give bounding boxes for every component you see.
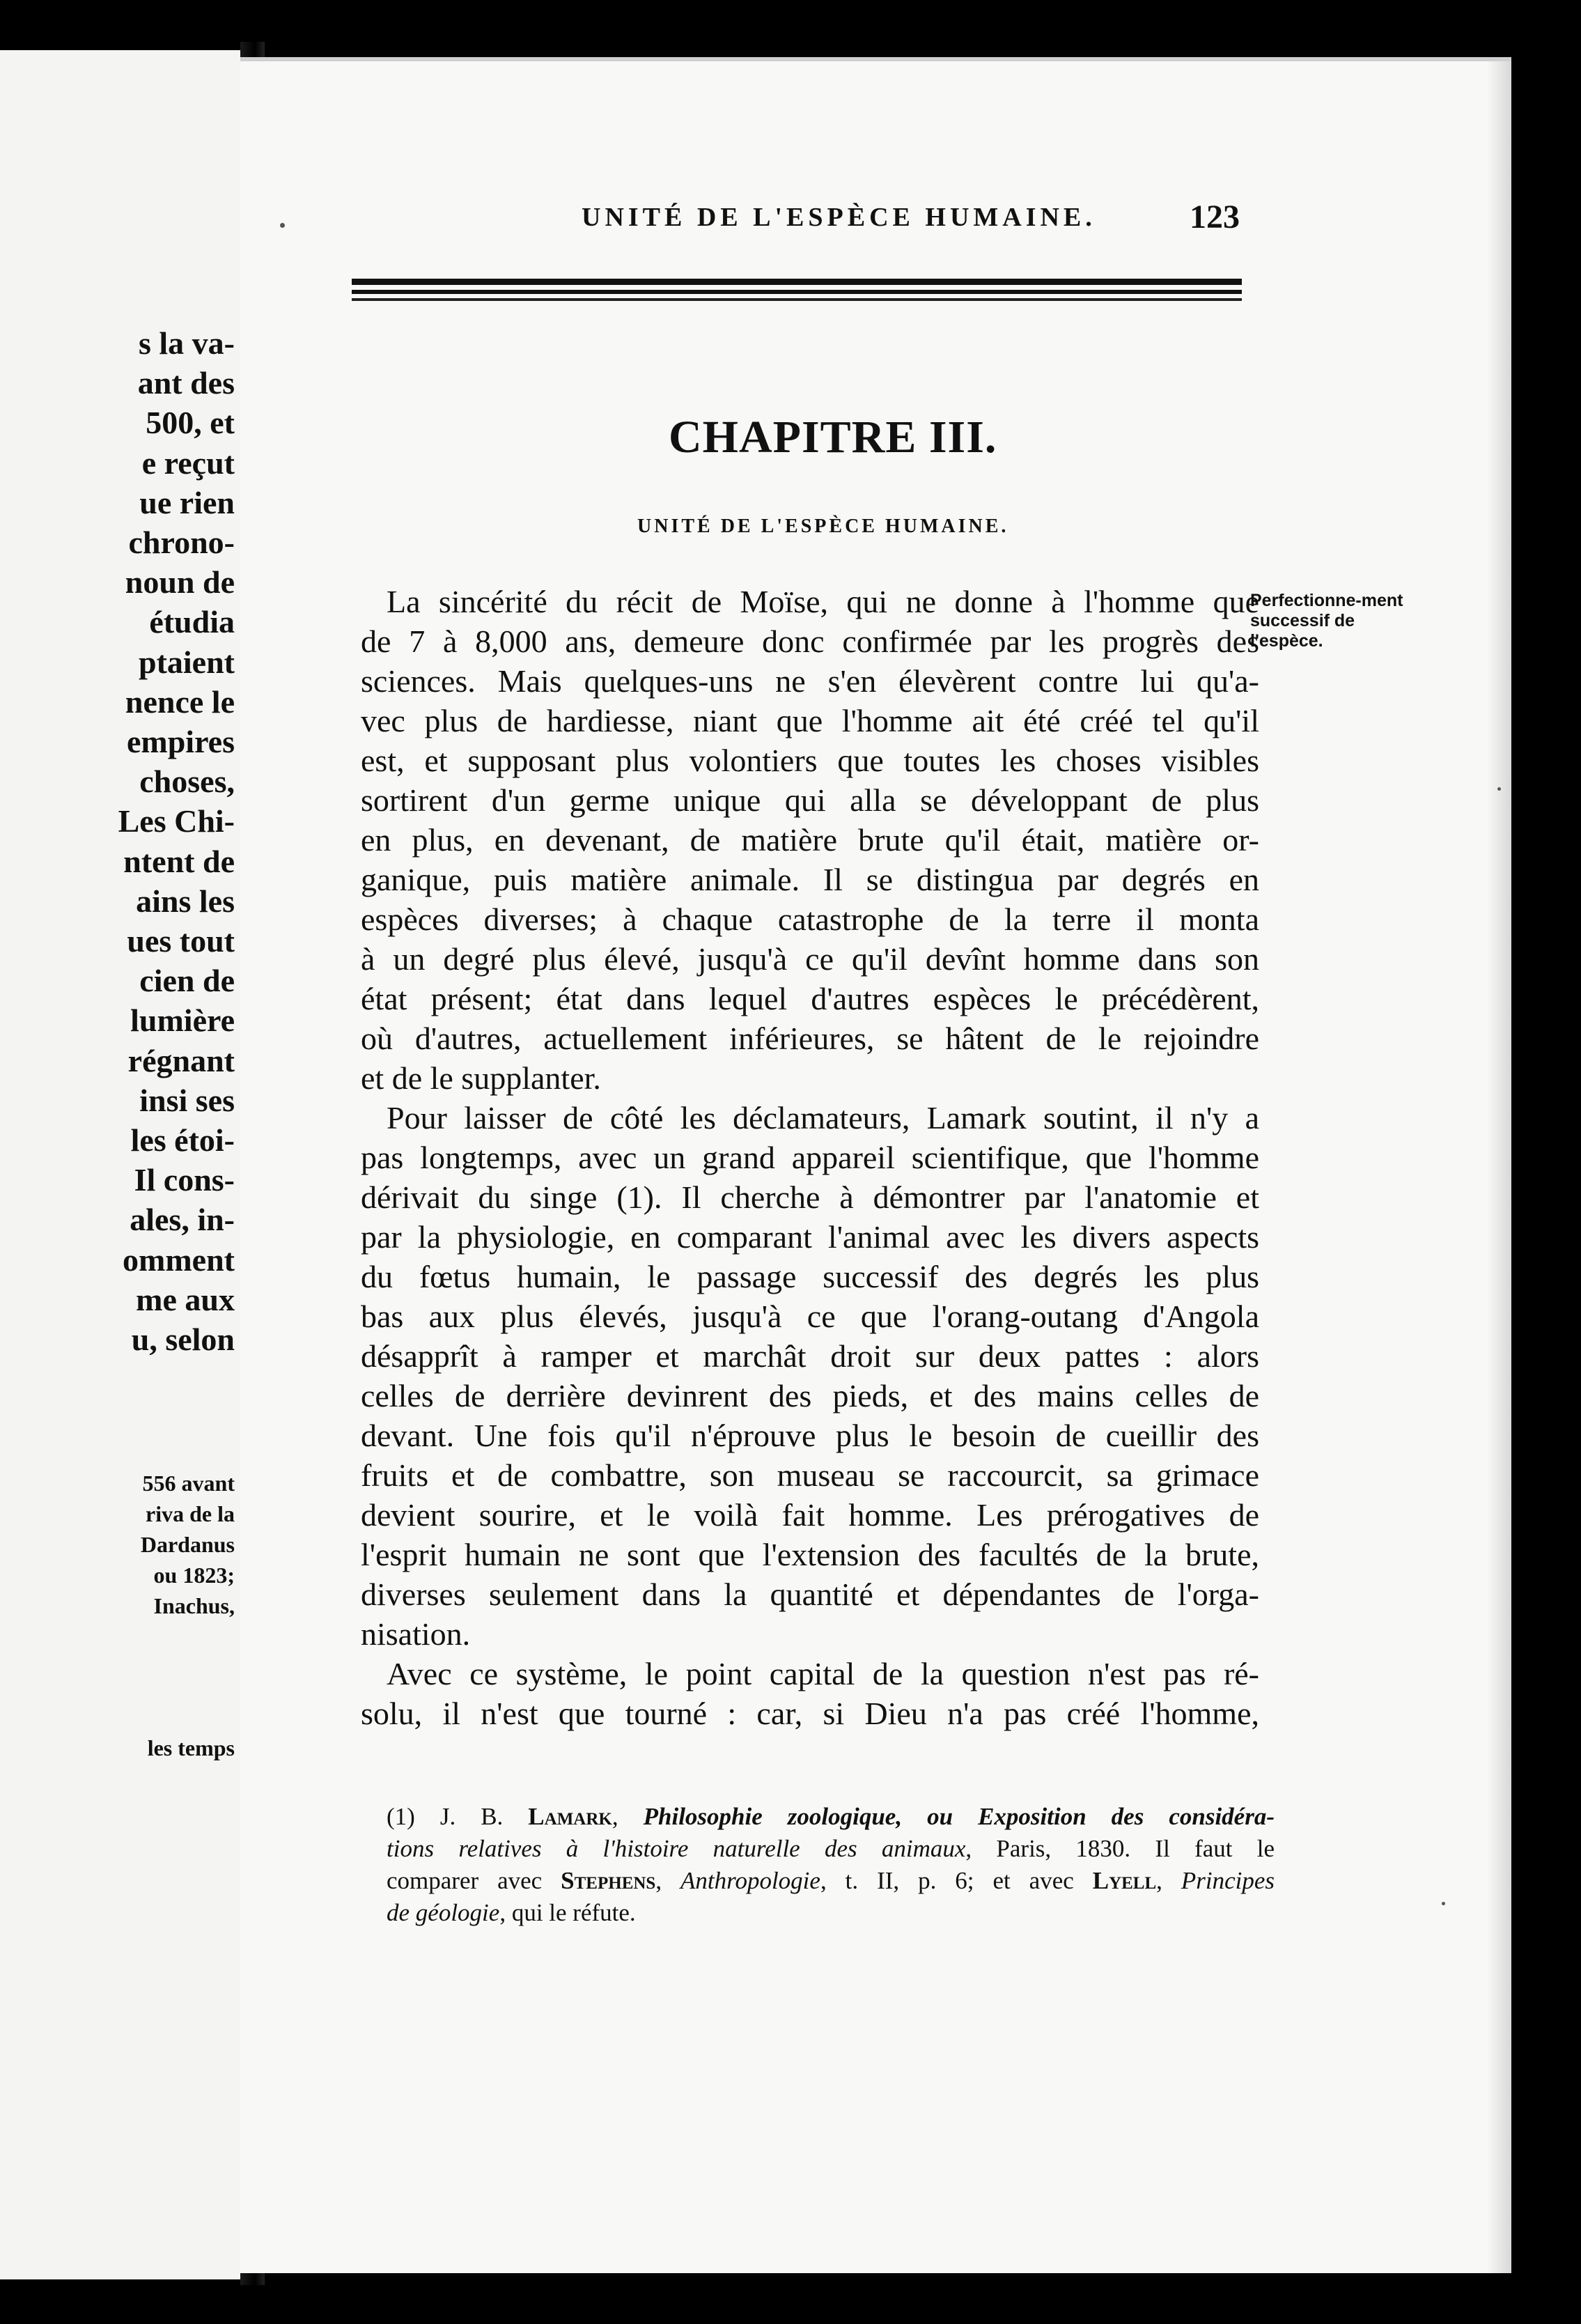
- previous-page-line: les étoi-: [130, 1122, 235, 1158]
- margin-note: Perfectionne-ment successif de l'espèce.: [1250, 591, 1403, 651]
- text-line: sciences. Mais quelques-uns ne s'en élevèrent contre lui qu'a-: [361, 663, 1259, 699]
- previous-page-line: me aux: [136, 1281, 235, 1317]
- previous-page-line: ntent de: [123, 843, 235, 879]
- text-line: celles de derrière devinrent des pieds, et des mains celles de: [361, 1378, 1259, 1413]
- page-number: 123: [1190, 199, 1240, 235]
- previous-page-line: lumière: [130, 1002, 235, 1039]
- previous-page-fragment: [0, 50, 240, 2279]
- text-line: pas longtemps, avec un grand appareil scientifique, que l'homme: [361, 1140, 1259, 1175]
- text-line: de 7 à 8,000 ans, demeure donc confirmée par les progrès des: [361, 623, 1259, 659]
- text-line: diverses seulement dans la quantité et dépendantes de l'orga-: [361, 1577, 1259, 1612]
- previous-page-line: noun de: [125, 564, 235, 601]
- previous-page-line: Il cons-: [134, 1162, 235, 1198]
- text-line: fruits et de combattre, son museau se raccourcit, sa grimace: [361, 1457, 1259, 1493]
- text-line: Avec ce système, le point capital de la question n'est pas ré-: [387, 1656, 1259, 1691]
- text-line: devant. Une fois qu'il n'éprouve plus le besoin de cueillir des: [361, 1418, 1259, 1453]
- text-line: à un degré plus élevé, jusqu'à ce qu'il devînt homme dans son: [361, 941, 1259, 977]
- previous-page-line: ales, in-: [130, 1202, 235, 1238]
- previous-page-line: insi ses: [139, 1082, 235, 1118]
- scan-speck: [280, 223, 285, 228]
- previous-page-line: e reçut: [141, 444, 235, 481]
- text-line: espèces diverses; à chaque catastrophe de la terre il monta: [361, 901, 1259, 937]
- previous-page-line: ant des: [137, 365, 235, 401]
- previous-page-note-line: Dardanus: [140, 1532, 235, 1557]
- footnote-line: de géologie, qui le réfute.: [387, 1899, 636, 1926]
- previous-page-line: 500, et: [146, 405, 235, 441]
- previous-page-line: étudia: [149, 604, 235, 640]
- previous-page-line: chrono-: [128, 525, 235, 560]
- footnote-line: comparer avec Stephens, Anthropologie, t. II, p. 6; et avec Lyell, Principes: [387, 1867, 1275, 1894]
- text-line: état présent; état dans lequel d'autres espèces le précédèrent,: [361, 981, 1259, 1016]
- previous-page-line: empires: [126, 724, 235, 759]
- previous-page-line: ues tout: [127, 923, 235, 959]
- text-line: solu, il n'est que tourné : car, si Dieu n'a pas créé l'homme,: [361, 1696, 1259, 1731]
- text-line: désapprît à ramper et marchât droit sur deux pattes : alors: [361, 1338, 1259, 1374]
- previous-page-line: choses,: [139, 764, 235, 800]
- text-line: ganique, puis matière animale. Il se distingua par degrés en: [361, 862, 1259, 897]
- previous-page-line: omment: [123, 1241, 235, 1278]
- chapter-subtitle: UNITÉ DE L'ESPÈCE HUMAINE.: [637, 516, 1009, 537]
- footnote: [387, 1801, 1275, 1929]
- previous-page-line: ains les: [136, 883, 235, 919]
- text-line: Pour laisser de côté les déclamateurs, Lamark soutint, il n'y a: [387, 1100, 1259, 1136]
- text-line: nisation.: [361, 1616, 471, 1652]
- text-line: est, et supposant plus volontiers que toutes les choses visibles: [361, 743, 1259, 778]
- previous-page-note-line: riva de la: [146, 1501, 235, 1526]
- previous-page-line: ptaient: [139, 644, 235, 680]
- previous-page-note-line: 556 avant: [142, 1471, 235, 1496]
- header-rule-thin: [352, 290, 1242, 294]
- previous-page-line: cien de: [139, 963, 235, 999]
- running-head: [345, 199, 1240, 244]
- page-edge-shadow: [1487, 61, 1511, 2273]
- scan-speck: [1442, 1902, 1445, 1905]
- previous-page-note-line: ou 1823;: [153, 1563, 235, 1588]
- text-line: par la physiologie, en comparant l'animal avec les divers aspects: [361, 1219, 1259, 1255]
- text-line: devient sourire, et le voilà fait homme. Les prérogatives de: [361, 1497, 1259, 1533]
- body-text: [361, 582, 1259, 1733]
- text-line: bas aux plus élevés, jusqu'à ce que l'orang-outang d'Angola: [361, 1299, 1259, 1334]
- header-rule: [352, 279, 1242, 285]
- footnote-line: tions relatives à l'histoire naturelle des animaux, Paris, 1830. Il faut le: [387, 1835, 1275, 1862]
- previous-page-line: s la va-: [139, 325, 235, 361]
- previous-page-line: ue rien: [139, 484, 235, 520]
- footnote-line: (1) J. B. Lamark, Philosophie zoologique, ou Exposition des considéra-: [387, 1803, 1275, 1830]
- text-line: du fœtus humain, le passage successif des degrés les plus: [361, 1259, 1259, 1294]
- footnote-title: Philosophie zoologique, ou Exposition des considéra-: [643, 1803, 1275, 1830]
- text-line: où d'autres, actuellement inférieures, se hâtent de le rejoindre: [361, 1021, 1259, 1056]
- previous-page-line: Les Chi-: [118, 803, 235, 839]
- text-line: dérivait du singe (1). Il cherche à démontrer par l'anatomie et: [361, 1179, 1259, 1215]
- text-line: l'esprit humain ne sont que l'extension des facultés de la brute,: [361, 1537, 1259, 1572]
- header-rule-thin-2: [352, 298, 1242, 301]
- previous-page-line: u, selon: [131, 1322, 235, 1357]
- previous-page-note-line: Inachus,: [153, 1593, 235, 1618]
- previous-page-bottom-note: les temps: [147, 1735, 235, 1760]
- footnote-author: Lamark: [528, 1803, 612, 1830]
- chapter-title: CHAPITRE III.: [669, 412, 997, 463]
- text-line: et de le supplanter.: [361, 1060, 601, 1096]
- scan-speck: [1497, 787, 1501, 791]
- text-line: La sincérité du récit de Moïse, qui ne donne à l'homme que: [387, 584, 1259, 619]
- text-line: sortirent d'un germe unique qui alla se développant de plus: [361, 782, 1259, 818]
- previous-page-line: nence le: [125, 683, 235, 720]
- previous-page-line: régnant: [127, 1042, 235, 1078]
- running-head-title: UNITÉ DE L'ESPÈCE HUMAINE.: [582, 203, 1096, 232]
- text-line: vec plus de hardiesse, niant que l'homme ait été créé tel qu'il: [361, 703, 1259, 738]
- text-line: en plus, en devenant, de matière brute qu'il était, matière or-: [361, 822, 1259, 858]
